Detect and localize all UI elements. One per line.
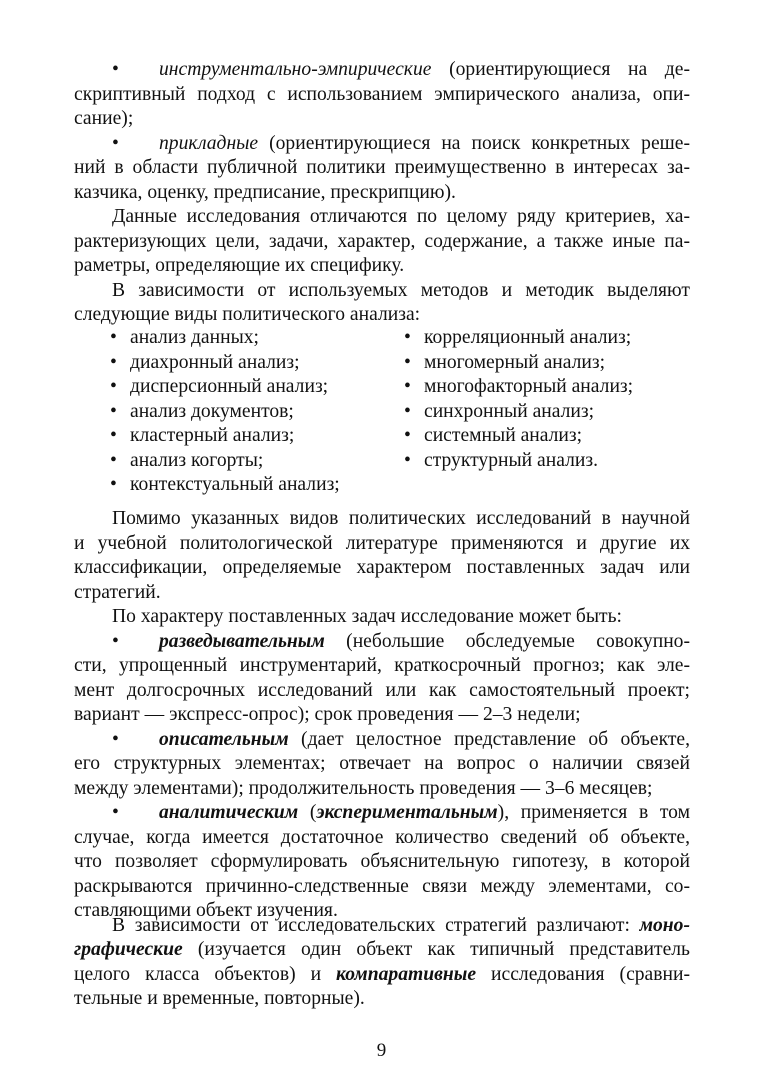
list-item [404,400,633,425]
bullet: • [110,400,117,422]
list-item-label: диахронный анализ; [130,351,300,373]
bullet: • [404,327,411,348]
term-applied: прикладные [159,132,259,154]
bullet: • [112,132,119,154]
list-item-label: системный анализ; [424,425,583,446]
list-item-label: структурный анализ. [424,449,598,471]
page-number: 9 [376,1040,387,1061]
paragraph-exploratory: • разведывательным (небольшие обследуемые совокупно- сти, упрощенный инструментарий, краткосрочный прогноз; как эле- мент долгосрочных исследований или как самостоятельный проект; вариант — экспресс-опрос); срок проведения — 2–3 недели; [74,630,690,725]
list-item [110,351,340,376]
list-item [110,424,340,449]
paragraph-descriptive: • описательным (дает целостное представление об объекте, его структурных элементах; отвечает на вопрос о наличии связей между элементами); продолжительность проведения — 3–6 месяцев; [74,728,690,799]
list-item [110,449,340,474]
bullet: • [110,327,117,348]
term-monographic-part1: моно- [639,914,690,936]
list-item [110,400,340,425]
paragraph-strategies: В зависимости от исследовательских стратегий различают: моно- графические (изучается один объект как типичный представитель целого класса объектов) и компаративные исследования (сравни- тельные и временные, повторные). [74,914,691,1009]
bullet: • [112,630,119,652]
term-monographic-part2: графические [74,939,183,960]
list-item-label: синхронный анализ; [424,400,595,422]
bullet: • [404,351,411,373]
bullet: • [404,400,411,422]
term-experimental: экспериментальным [316,802,498,823]
bullet: • [112,802,119,823]
bullet: • [404,449,411,471]
paragraph-applied: • прикладные (ориентирующиеся на поиск конкретных реше- ний в области публичной политики преимущественно в интересах за- казчика, оценку, предписание, прескрипцию). [74,132,690,203]
term-comparative: компаративные [336,963,477,985]
bullet: • [110,376,117,397]
list-item [110,473,340,498]
paragraph-instrumental: • инструментально-эмпирические (ориентирующиеся на де- скриптивный подход с использованием эмпирического анализа, опи- сание); [74,59,690,129]
bullet: • [110,449,117,471]
list-item-label: многомерный анализ; [424,351,606,373]
list-item [404,351,633,376]
list-item-label: многофакторный анализ; [424,376,634,397]
methods-list-right [404,326,633,473]
term-analytical: аналитическим [159,802,299,823]
list-item [404,375,633,400]
list-item-label: анализ документов; [130,400,294,422]
bullet: • [110,425,117,446]
list-item-label: анализ данных; [130,327,259,348]
bullet: • [112,59,119,80]
paragraph-criteria: Данные исследования отличаются по целому ряду критериев, ха- рактеризующих цели, задачи, характер, содержание, а также иные па- раметры, определяющие их специфику. [74,206,690,276]
list-item [110,326,340,351]
bullet: • [110,474,117,495]
paragraph-classifications: Помимо указанных видов политических исследований в научной и учебной политологической литературе применяются и другие их классификации, определяемые характером поставленных задач или стратегий. [74,508,690,603]
list-item-label: кластерный анализ; [130,425,295,446]
bullet: • [404,425,411,446]
term-exploratory: разведывательным [159,630,325,652]
paragraph-tasks-intro: По характеру поставленных задач исследование может быть: [112,606,623,627]
paragraph-methods-intro: В зависимости от используемых методов и методик выделяют следующие виды политического анализа: [74,279,690,325]
bullet: • [112,728,119,750]
list-item [404,449,633,474]
list-item-label: контекстуальный анализ; [130,474,340,495]
list-item [404,424,633,449]
bullet: • [404,376,411,397]
list-item [110,375,340,400]
list-item-label: анализ когорты; [130,449,264,471]
term-descriptive: описательным [159,728,289,750]
methods-list-left [110,326,340,498]
list-item-label: корреляционный анализ; [424,327,632,348]
paragraph-analytical: • аналитическим (экспериментальным), применяется в том случае, когда имеется достаточное количество сведений об объекте, что позволяет сформулировать объяснительную гипотезу, в которой раскрываются причинно-следственные связи между элементами, со- ставляющими объект изучения. [74,802,690,921]
list-item-label: дисперсионный анализ; [130,376,329,397]
list-item [404,326,633,351]
term-instrumental: инструментально-эмпирические [159,59,432,80]
bullet: • [110,351,117,373]
